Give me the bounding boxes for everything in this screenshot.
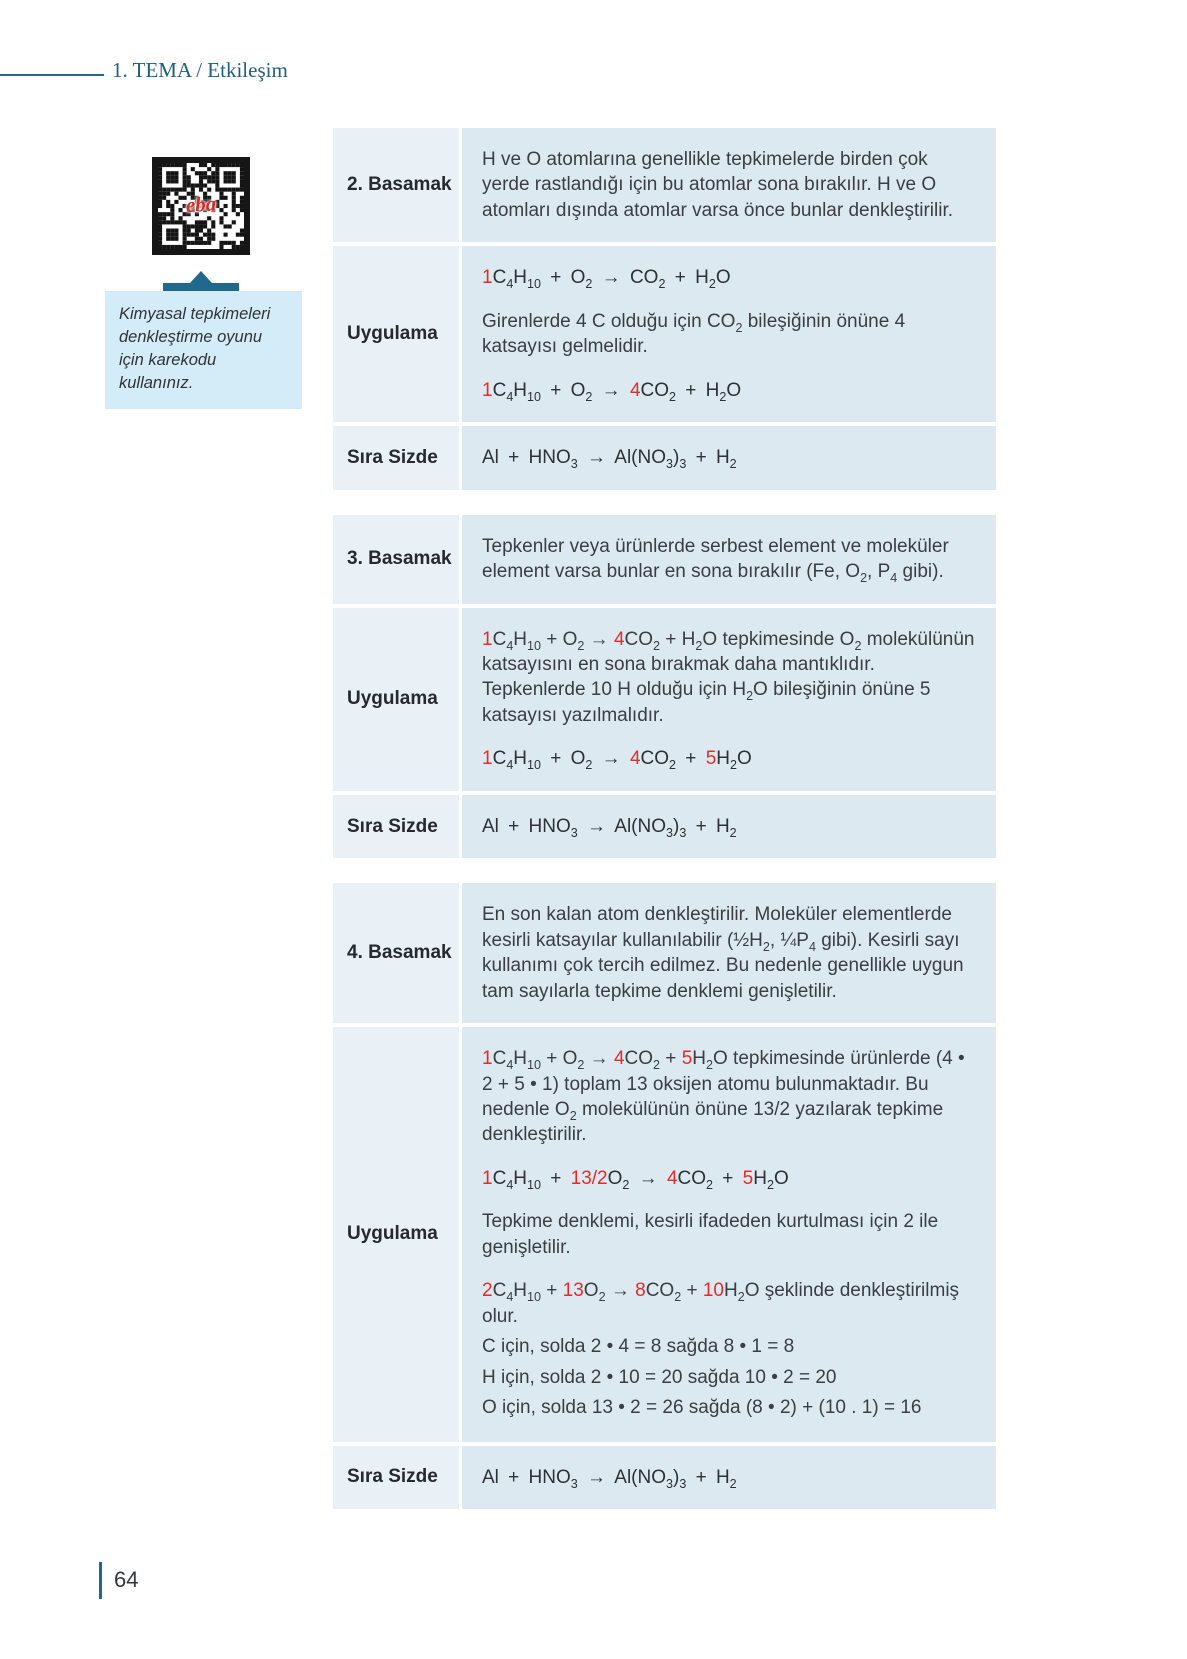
paragraph: H ve O atomlarına genellikle tepkimelerde birden çok yerde rastlandığı için bu atomlar sona bırakılır. H ve O atomları dışında atomlar varsa önce bunlar denkleştirilir.: [482, 149, 954, 221]
paragraph: Tepkime denklemi, kesirli ifadeden kurtulması için 2 ile genişletilir.: [482, 1211, 939, 1258]
row-content: [462, 1446, 996, 1509]
paragraph: $2C_4H_{10} + 13O_2 \to 8CO_2 + 10H_2O$ şeklinde denkleştirilmiş olur.: [482, 1280, 960, 1327]
row-label-text: Sıra Sizde: [347, 446, 438, 468]
table-row: [333, 246, 996, 422]
row-content: [462, 795, 996, 858]
row-label: [333, 515, 459, 604]
table-row: [333, 128, 996, 242]
check-line: H için, solda 2 • 10 = 20 sağda 10 • 2 = 20: [482, 1366, 837, 1388]
row-label: [333, 246, 459, 422]
row-label: [333, 426, 459, 489]
table-row: [333, 1446, 996, 1509]
row-label-text: 2. Basamak: [347, 174, 452, 196]
table-row: [333, 608, 996, 791]
row-label: [333, 795, 459, 858]
paragraph: Tepkenler veya ürünlerde serbest element ve moleküler element varsa bunlar en sona bırakılır (Fe, $O_2$, $P_4$ gibi).: [482, 535, 949, 585]
page-title: 1. TEMA / Etkileşim: [112, 58, 288, 82]
row-content: [462, 426, 996, 489]
row-label-text: Sıra Sizde: [347, 815, 438, 837]
steps-table-3: [333, 515, 996, 859]
table-row: [333, 795, 996, 858]
steps-table-2: [333, 128, 996, 490]
row-label-text: 4. Basamak: [347, 942, 452, 964]
eba-logo: eba: [185, 191, 217, 218]
equation: $Al + HNO_3 \to Al(NO_3)_3 + H_2$: [482, 1466, 737, 1491]
equation: $Al + HNO_3 \to Al(NO_3)_3 + H_2$: [482, 815, 737, 840]
table-row: [333, 515, 996, 604]
paragraph: $1C_4H_{10} + O_2 \to 4CO_2 + 5H_2O$ tepkimesinde ürünlerde (4 • 2 + 5 • 1) toplam 13 oksijen atomu bulunmaktadır. Bu nedenle $O_2$ molekülünün önüne 13/2 yazılarak tepkime denkleştirilir.: [482, 1048, 965, 1146]
row-label-text: Uygulama: [347, 1223, 438, 1245]
row-label: [333, 128, 459, 242]
row-label: [333, 1446, 459, 1509]
paragraph: $1C_4H_{10} + O_2 \to 4CO_2 + H_2O$ tepkimesinde $O_2$ molekülünün katsayısını en sona bırakmak daha mantıklıdır. Tepkenlerde 10 H olduğu için $H_2O$ bileşiğinin önüne 5 katsayısı yazılmalıdır.: [482, 628, 975, 726]
row-content: [462, 608, 996, 791]
row-label-text: 3. Basamak: [347, 548, 452, 570]
table-row: [333, 883, 996, 1023]
equation: $1C_4H_{10} + O_2 \to 4CO_2 + 5H_2O$: [482, 748, 752, 773]
row-content: [462, 1027, 996, 1442]
table-row: [333, 1027, 996, 1442]
equation: $Al + HNO_3 \to Al(NO_3)_3 + H_2$: [482, 447, 737, 471]
callout-pointer-bar: [163, 283, 239, 291]
paragraph: Girenlerde 4 C olduğu için $CO_2$ bileşiğinin önüne 4 katsayısı gelmelidir.: [482, 310, 906, 358]
equation: $1C_4H_{10} + O_2 \to 4CO_2 + H_2O$: [482, 379, 742, 404]
equation: $1C_4H_{10} + O_2 \to CO_2 + H_2O$: [482, 267, 731, 292]
row-label-text: Uygulama: [347, 688, 438, 710]
callout-pointer-icon: [190, 271, 212, 283]
row-content: [462, 515, 996, 604]
page-number: 64: [114, 1567, 139, 1592]
steps-table-4: [333, 883, 996, 1509]
row-label: [333, 883, 459, 1023]
equation: $1C_4H_{10} + 13/2O_2 \to 4CO_2 + 5H_2O$: [482, 1167, 789, 1192]
row-content: [462, 128, 996, 242]
paragraph: En son kalan atom denkleştirilir. Moleküler elementlerde kesirli katsayılar kullanılabilir ($\frac{1}{2}H_2$, $\frac{1}{4}P_4$ gibi). Kesirli sayı kullanımı çok tercih edilmez. Bu nedenle genellikle uygun tam sayılarla tepkime denklemi genişletilir.: [482, 904, 964, 1002]
check-line: C için, solda 2 • 4 = 8 sağda 8 • 1 = 8: [482, 1336, 795, 1358]
check-line: O için, solda 13 • 2 = 26 sağda (8 • 2) + (10 . 1) = 16: [482, 1397, 922, 1419]
row-label-text: Uygulama: [347, 323, 438, 345]
qr-code-image: [152, 157, 250, 255]
header-rule: [0, 74, 104, 76]
row-content: [462, 246, 996, 422]
content-tables: [333, 128, 996, 1534]
row-content: [462, 883, 996, 1023]
row-label-text: Sıra Sizde: [347, 1466, 438, 1488]
row-label: [333, 608, 459, 791]
row-label: [333, 1027, 459, 1442]
qr-caption: Kimyasal tepkimeleri denkleştirme oyunu için karekodu kullanınız.: [105, 291, 302, 409]
table-row: [333, 426, 996, 489]
page-number-rule: [99, 1562, 102, 1599]
